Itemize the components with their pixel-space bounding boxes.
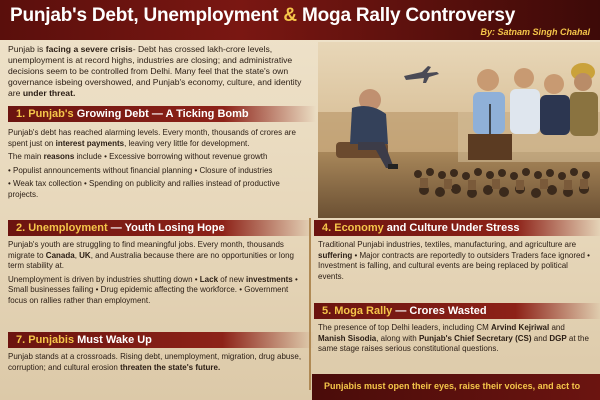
intro-lead: Punjab is	[8, 44, 46, 54]
rally-illustration	[318, 42, 600, 218]
section-4-para-1	[318, 240, 594, 282]
s2-p1e: , and Australia because there are no opportunities or long term stability at.	[8, 250, 294, 270]
s7-p1b: threaten the state's future.	[120, 362, 221, 372]
section-5-number: 5. Moga Rally	[322, 305, 393, 317]
section-4-body	[318, 240, 594, 285]
s7-p1a: Punjab stands at a crossroads. Rising debt, unemployment, migration, drug abuse, corruption; and cultural erosion	[8, 352, 302, 372]
section-1-body	[8, 128, 308, 203]
s1-p2b: reasons	[43, 152, 75, 161]
title-ampersand: &	[283, 5, 297, 26]
intro-text: - Debt has crossed lakh-crore levels, unemployment is at record highs, industries are closing; and administrative decisions seem to be controlled from Delhi. Many feel that the state's own governance isbeing overshowed, and Punjab's economy, culture, and identity are	[8, 44, 302, 98]
s1-p2a: The main	[8, 152, 44, 161]
byline: By: Satnam Singh Chahal	[480, 27, 590, 37]
section-1-header	[8, 106, 316, 122]
section-2-body	[8, 240, 306, 309]
illustration	[318, 42, 600, 218]
s5-p1b: Arvind Kejriwal	[490, 323, 550, 332]
s2-p1d: UK	[79, 250, 91, 260]
s2-p1c: ,	[74, 250, 80, 260]
s5-p1e: , along with	[376, 333, 419, 343]
intro-lead-bold: facing a severe crisis	[45, 44, 133, 54]
section-7-header	[8, 332, 314, 348]
section-5-para-1	[318, 323, 594, 355]
section-4-number: 4. Economy	[322, 222, 384, 234]
section-1-para-2	[8, 152, 308, 163]
section-7-number: 7. Punjabis	[16, 334, 75, 346]
title-part1: Punjab's Debt, Unemployment	[10, 5, 284, 26]
footer-banner	[312, 374, 600, 400]
s1-p1a: Punjab's debt has reached alarming levels. Every month, thousands of crores are spent just on	[8, 128, 296, 148]
section-7-body	[8, 352, 306, 376]
footer-text: Punjabis must open their eyes, raise their voices, and act to	[324, 381, 581, 391]
s4-p1c: • Major contracts are reportedly to outsiders Traders face ignored • Investment is falling, and cultural events are being replaced by political events.	[318, 250, 590, 281]
section-5-header	[314, 303, 600, 319]
section-4-header	[314, 220, 600, 236]
section-2-header	[8, 220, 314, 236]
s2-p1b: Canada	[45, 250, 75, 260]
section-5-title: — Crores Wasted	[392, 305, 487, 317]
s5-p1h: DGP	[549, 333, 567, 343]
s1-p1c: , leaving very little for development.	[124, 138, 250, 148]
s2-p1a: Punjab's youth are struggling to find meaningful jobs. Every month, thousands migrate to	[8, 240, 284, 260]
s5-p1f: Punjab's Chief Secretary (CS)	[418, 333, 532, 343]
s2-p2a: Unemployment is driven by industries shutting down •	[8, 274, 200, 284]
section-7-title: Must Wake Up	[74, 334, 152, 346]
section-2-para-1	[8, 240, 306, 272]
section-2-para-2	[8, 275, 306, 307]
s2-p2b: Lack	[199, 274, 219, 284]
intro-paragraph	[8, 44, 313, 99]
section-5-body	[318, 323, 594, 358]
column-divider	[309, 218, 311, 390]
s1-p2c: include • Excessive borrowing without revenue growth	[74, 152, 268, 161]
section-1-para-3: • Populist announcements without financial planning • Closure of industries	[8, 165, 273, 175]
section-2-number: 2. Unemployment	[16, 222, 108, 234]
title-part2: Moga Rally Controversy	[296, 5, 516, 26]
intro-end-bold: under threat.	[22, 88, 76, 98]
section-1-number: 1. Punjab's	[16, 108, 74, 120]
s2-p2d: investments	[246, 274, 293, 284]
s5-p1g: and	[531, 333, 550, 343]
section-7-para-1	[8, 352, 306, 373]
section-1-para-4: • Weak tax collection • Spending on publicity and rallies instead of productive projects.	[8, 179, 280, 199]
s4-p1a: Traditional Punjabi industries, textiles, manufacturing, and agriculture are	[318, 240, 577, 249]
s5-p1c: and	[549, 323, 565, 332]
s5-p1i: at the same stage raises serious constitutional questions.	[318, 333, 589, 353]
s5-p1d: Manish Sisodia	[318, 333, 377, 343]
s2-p2c: of new	[218, 274, 247, 284]
section-4-title: and Culture Under Stress	[383, 222, 520, 234]
s4-p1b: suffering	[318, 250, 353, 260]
section-1-title: Growing Debt — A Ticking Bomb	[73, 108, 249, 120]
section-1-para-1	[8, 128, 308, 149]
s1-p1b: interest payments	[55, 138, 125, 148]
page-title	[10, 5, 515, 27]
title-bar	[0, 0, 600, 40]
section-2-title: — Youth Losing Hope	[107, 222, 225, 234]
s5-p1a: The presence of top Delhi leaders, including CM	[318, 323, 491, 332]
s2-p2e: • Small businesses failing • Drug epidemic affecting the workforce. • Government focus on rallies rather than employment.	[8, 274, 298, 305]
